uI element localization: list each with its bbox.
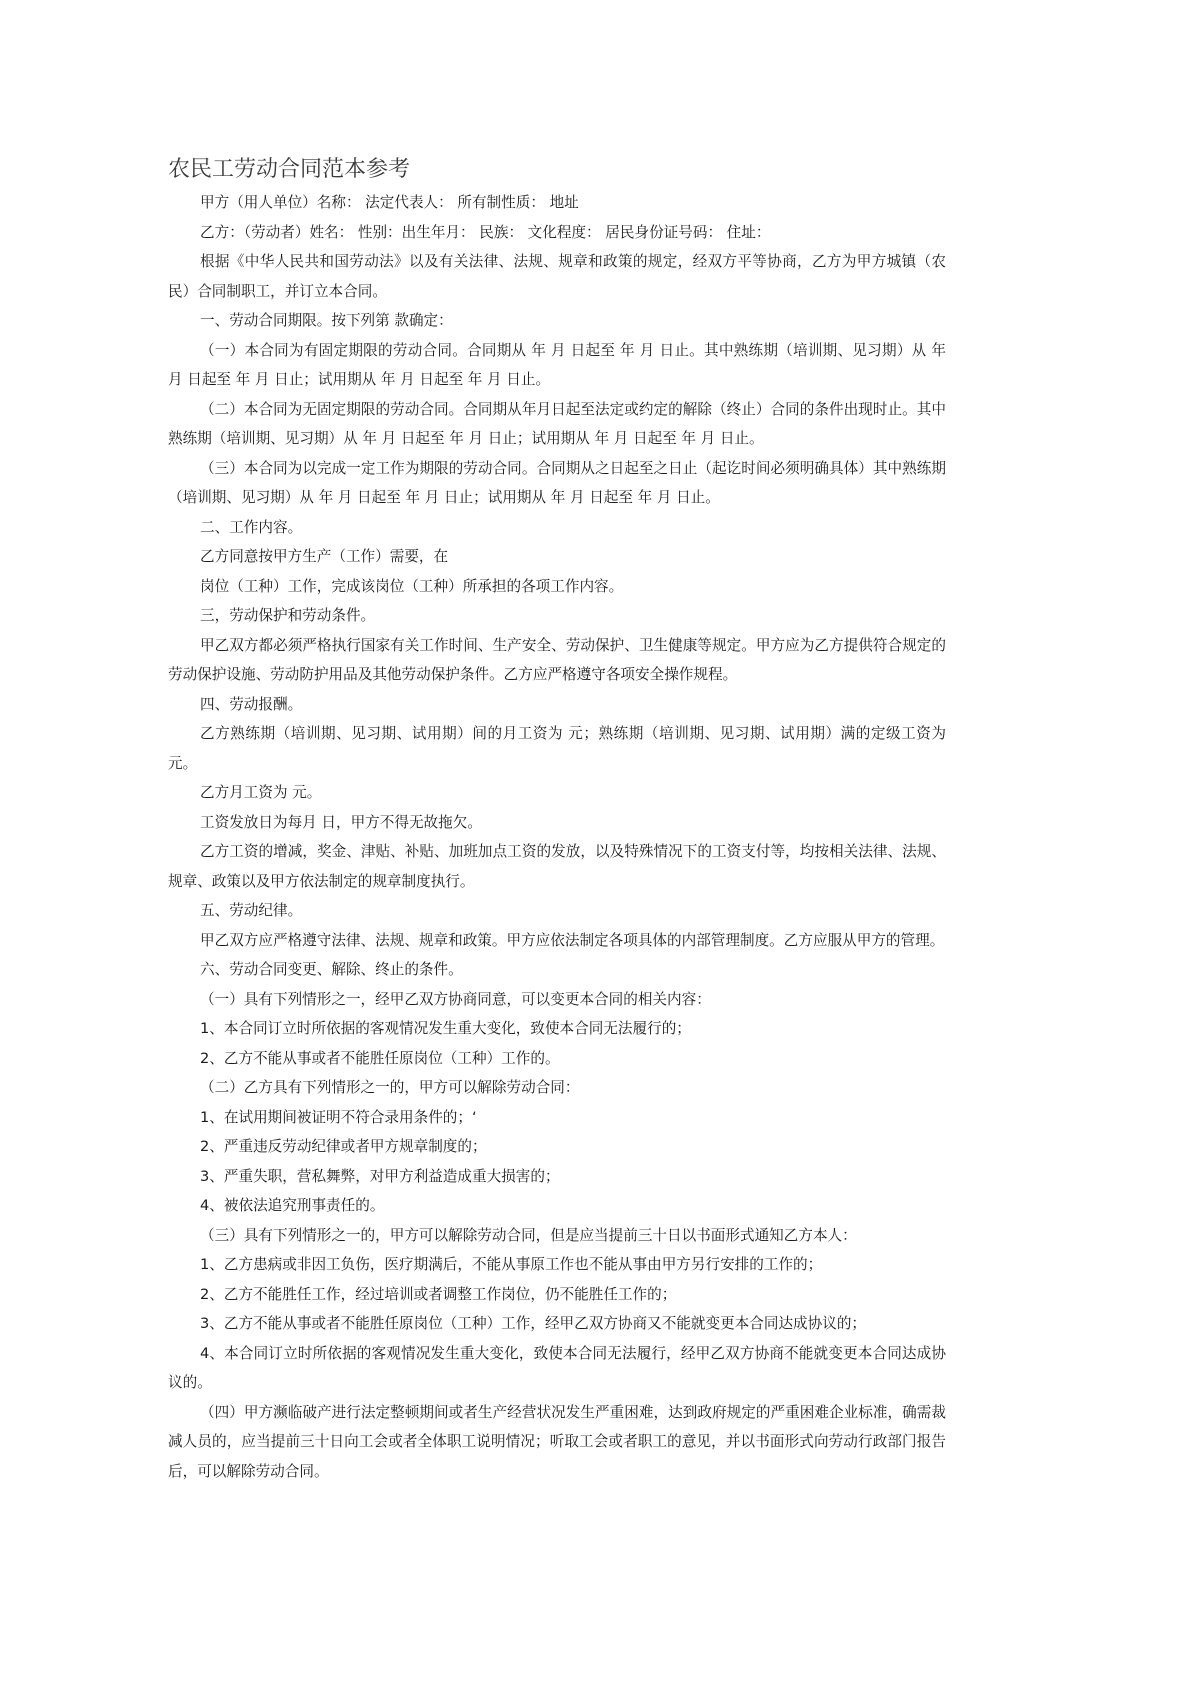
section-6-sub-3-item-2: 2、乙方不能胜任工作，经过培训或者调整工作岗位，仍不能胜任工作的； [200,1285,677,1303]
section-6-sub-3-item-1: 1、乙方患病或非因工负伤，医疗期满后，不能从事原工作也不能从事由甲方另行安排的工作的； [200,1256,823,1273]
section-6-sub-2-item-4: 4、被依法追究刑事责任的。 [200,1197,385,1214]
document-body [168,188,946,1486]
document-title: 农民工劳动合同范本参考 [168,157,411,182]
section-1-clause-1: （一）本合同为有固定期限的劳动合同。合同期从 年 月 日起至 年 月 日止。其中熟练期（培训期、见习期）从 年 月 日起至 年 月 日止；试用期从 年 月 日起至 年 月 日止。 [168,341,946,388]
section-4-adjustments: 乙方工资的增减，奖金、津贴、补贴、加班加点工资的发放，以及特殊情况下的工资支付等，均按相关法律、法规、规章、政策以及甲方依法制定的规章制度执行。 [168,843,946,890]
section-5-heading: 五、劳动纪律。 [200,902,303,919]
section-4-pay-day: 工资发放日为每月 日，甲方不得无故拖欠。 [200,813,482,831]
section-6-sub-3-item-3: 3、乙方不能从事或者不能胜任原岗位（工种）工作，经甲乙双方协商又不能就变更本合同达成协议的； [200,1315,867,1332]
section-6-sub-2-item-3: 3、严重失职，营私舞弊，对甲方利益造成重大损害的； [200,1167,560,1185]
section-6-sub-1-item-1: 1、本合同订立时所依据的客观情况发生重大变化，致使本合同无法履行的； [200,1020,691,1037]
document-page [168,152,946,1486]
section-2-line-1: 乙方同意按甲方生产（工作）需要，在 [200,548,449,565]
preamble-paragraph: 根据《中华人民共和国劳动法》以及有关法律、法规、规章和政策的规定，经双方平等协商，乙方为甲方城镇（农民）合同制职工，并订立本合同。 [168,253,946,300]
section-6-sub-2-heading: （二）乙方具有下列情形之一的，甲方可以解除劳动合同： [200,1079,580,1096]
section-6-sub-1-heading: （一）具有下列情形之一，经甲乙双方协商同意，可以变更本合同的相关内容： [200,990,711,1008]
section-3-heading: 三，劳动保护和劳动条件。 [200,607,376,624]
section-6-sub-4: （四）甲方濒临破产进行法定整顿期间或者生产经营状况发生严重困难，达到政府规定的严重困难企业标准，确需裁减人员的，应当提前三十日向工会或者全体职工说明情况；听取工会或者职工的意见，并以书面形式向劳动行政部门报告后，可以解除劳动合同。 [168,1403,946,1480]
section-6-heading: 六、劳动合同变更、解除、终止的条件。 [200,961,463,978]
section-5-body: 甲乙双方应严格遵守法律、法规、规章和政策。甲方应依法制定各项具体的内部管理制度。乙方应服从甲方的管理。 [200,931,945,949]
section-6-sub-2-item-1: 1、在试用期间被证明不符合录用条件的；‘ [200,1108,477,1126]
section-4-wage-probation: 乙方熟练期（培训期、见习期、试用期）间的月工资为 元；熟练期（培训期、见习期、试用期）满的定级工资为 元。 [168,725,946,772]
section-2-heading: 二、工作内容。 [200,518,303,536]
party-b-info: 乙方：（劳动者）姓名： 性别：出生年月： 民族： 文化程度： 居民身份证号码： 住址： [200,223,771,241]
section-6-sub-1-item-2: 2、乙方不能从事或者不能胜任原岗位（工种）工作的。 [200,1049,560,1067]
section-1-clause-2: （二）本合同为无固定期限的劳动合同。合同期从年月日起至法定或约定的解除（终止）合同的条件出现时止。其中熟练期（培训期、见习期）从 年 月 日起至 年 月 日止；试用期从 年 月 日起至 年 月 日止。 [168,400,946,447]
section-6-sub-2-item-2: 2、严重违反劳动纪律或者甲方规章制度的； [200,1138,487,1155]
section-3-body: 甲乙双方都必须严格执行国家有关工作时间、生产安全、劳动保护、卫生健康等规定。甲方应为乙方提供符合规定的劳动保护设施、劳动防护用品及其他劳动保护条件。乙方应严格遵守各项安全操作规程。 [168,636,946,683]
party-a-info: 甲方（用人单位）名称： 法定代表人： 所有制性质： 地址 [200,194,579,211]
section-6-sub-3-item-4: 4、本合同订立时所依据的客观情况发生重大变化，致使本合同无法履行，经甲乙双方协商不能就变更本合同达成协议的。 [168,1344,946,1391]
section-4-heading: 四、劳动报酬。 [200,695,303,713]
section-2-line-2: 岗位（工种）工作，完成该岗位（工种）所承担的各项工作内容。 [200,577,624,595]
section-1-clause-3: （三）本合同为以完成一定工作为期限的劳动合同。合同期从之日起至之日止（起讫时间必须明确具体）其中熟练期（培训期、见习期）从 年 月 日起至 年 月 日止；试用期从 年 月 日起至 年 月 日止。 [168,459,946,506]
section-4-monthly-wage: 乙方月工资为 元。 [200,784,322,801]
section-6-sub-3-heading: （三）具有下列情形之一的，甲方可以解除劳动合同，但是应当提前三十日以书面形式通知乙方本人： [200,1226,857,1244]
section-1-heading: 一、劳动合同期限。按下列第 款确定： [200,312,453,329]
